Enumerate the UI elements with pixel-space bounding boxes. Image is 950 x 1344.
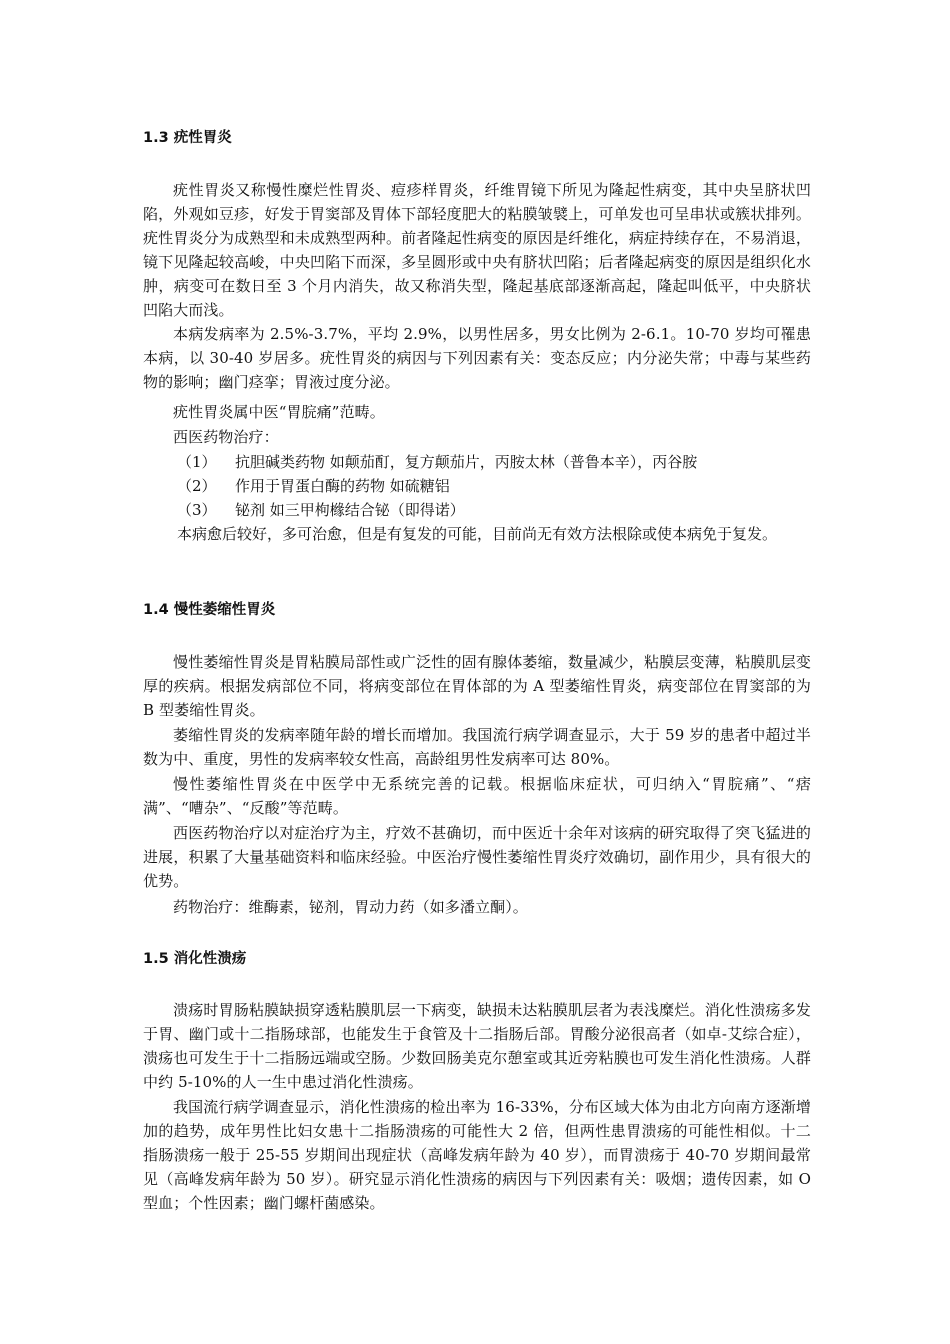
paragraph: 疣性胃炎属中医“胃脘痛”范畴。 bbox=[173, 403, 385, 421]
list-item bbox=[177, 450, 697, 474]
list-text: 抗胆碱类药物 如颠茄酊，复方颠茄片，丙胺太林（普鲁本辛），丙谷胺 bbox=[235, 453, 698, 471]
section-heading-1-5: 1.5 消化性溃疡 bbox=[143, 951, 247, 967]
paragraph: 萎缩性胃炎的发病率随年龄的增长而增加。我国流行病学调查显示，大于 59 岁的患者中超过半数为中、重度，男性的发病率较女性高，高龄组男性发病率可达 80%。 bbox=[143, 726, 811, 768]
paragraph: 药物治疗：维酶素，铋剂，胃动力药（如多潘立酮）。 bbox=[173, 898, 528, 916]
paragraph: 慢性萎缩性胃炎是胃粘膜局部性或广泛性的固有腺体萎缩，数量减少，粘膜层变薄，粘膜肌层变厚的疾病。根据发病部位不同，将病变部位在胃体部的为 A 型萎缩性胃炎，病变部位在胃窦部的为 B 型萎缩性胃炎。 bbox=[143, 653, 811, 719]
list-number: （1） bbox=[177, 453, 217, 471]
list-number: （3） bbox=[177, 501, 217, 519]
paragraph: 本病发病率为 2.5%-3.7%，平均 2.9%，以男性居多，男女比例为 2-6.1。10-70 岁均可罹患本病，以 30-40 岁居多。疣性胃炎的病因与下列因素有关：变态反应；内分泌失常；中毒与某些药物的影响；幽门痉挛；胃液过度分泌。 bbox=[143, 325, 811, 391]
paragraph: 疣性胃炎又称慢性糜烂性胃炎、痘疹样胃炎，纤维胃镜下所见为隆起性病变，其中央呈脐状凹陷，外观如豆疹，好发于胃窦部及胃体下部轻度肥大的粘膜皱襞上，可单发也可呈串状或簇状排列。疣性胃炎分为成熟型和未成熟型两种。前者隆起性病变的原因是纤维化，病症持续存在，不易消退，镜下见隆起较高峻，中央凹陷下而深，多呈圆形或中央有脐状凹陷；后者隆起病变的原因是组织化水肿，病变可在数日至 3 个月内消失，故又称消失型，隆起基底部逐渐高起，隆起叫低平，中央脐状凹陷大而浅。 bbox=[143, 181, 811, 319]
paragraph: 溃疡时胃肠粘膜缺损穿透粘膜肌层一下病变，缺损未达粘膜肌层者为表浅糜烂。消化性溃疡多发于胃、幽门或十二指肠球部，也能发生于食管及十二指肠后部。胃酸分泌很高者（如卓-艾综合症），溃疡也可发生于十二指肠远端或空肠。少数回肠美克尔憩室或其近旁粘膜也可发生消化性溃疡。人群中约 5-10%的人一生中患过消化性溃疡。 bbox=[143, 1001, 811, 1091]
section-heading-1-3: 1.3 疣性胃炎 bbox=[143, 130, 232, 146]
closing-paragraph: 本病愈后较好，多可治愈，但是有复发的可能，目前尚无有效方法根除或使本病免于复发。 bbox=[177, 525, 778, 543]
list-text: 铋剂 如三甲枸橼结合铋（即得诺） bbox=[235, 501, 465, 519]
paragraph: 西医药物治疗以对症治疗为主，疗效不甚确切，而中医近十余年对该病的研究取得了突飞猛进的进展，积累了大量基础资料和临床经验。中医治疗慢性萎缩性胃炎疗效确切，副作用少，具有很大的优势。 bbox=[143, 824, 811, 890]
list-item bbox=[177, 474, 450, 498]
paragraph: 慢性萎缩性胃炎在中医学中无系统完善的记载。根据临床症状，可归纳入“胃脘痛”、“痞满”、“嘈杂”、“反酸”等范畴。 bbox=[143, 775, 811, 817]
paragraph: 西医药物治疗： bbox=[173, 428, 279, 446]
section-heading-1-4: 1.4 慢性萎缩性胃炎 bbox=[143, 602, 276, 618]
list-number: （2） bbox=[177, 477, 217, 495]
list-item bbox=[177, 498, 465, 522]
list-text: 作用于胃蛋白酶的药物 如硫糖铝 bbox=[235, 477, 450, 495]
paragraph: 我国流行病学调查显示，消化性溃疡的检出率为 16-33%，分布区域大体为由北方向南方逐渐增加的趋势，成年男性比妇女患十二指肠溃疡的可能性大 2 倍，但两性患胃溃疡的可能性相似。十二指肠溃疡一般于 25-55 岁期间出现症状（高峰发病年龄为 40 岁），而胃溃疡于 40-70 岁期间最常见（高峰发病年龄为 50 岁）。研究显示消化性溃疡的病因与下列因素有关：吸烟；遗传因素，如 O 型血；个性因素；幽门螺杆菌感染。 bbox=[143, 1098, 811, 1212]
